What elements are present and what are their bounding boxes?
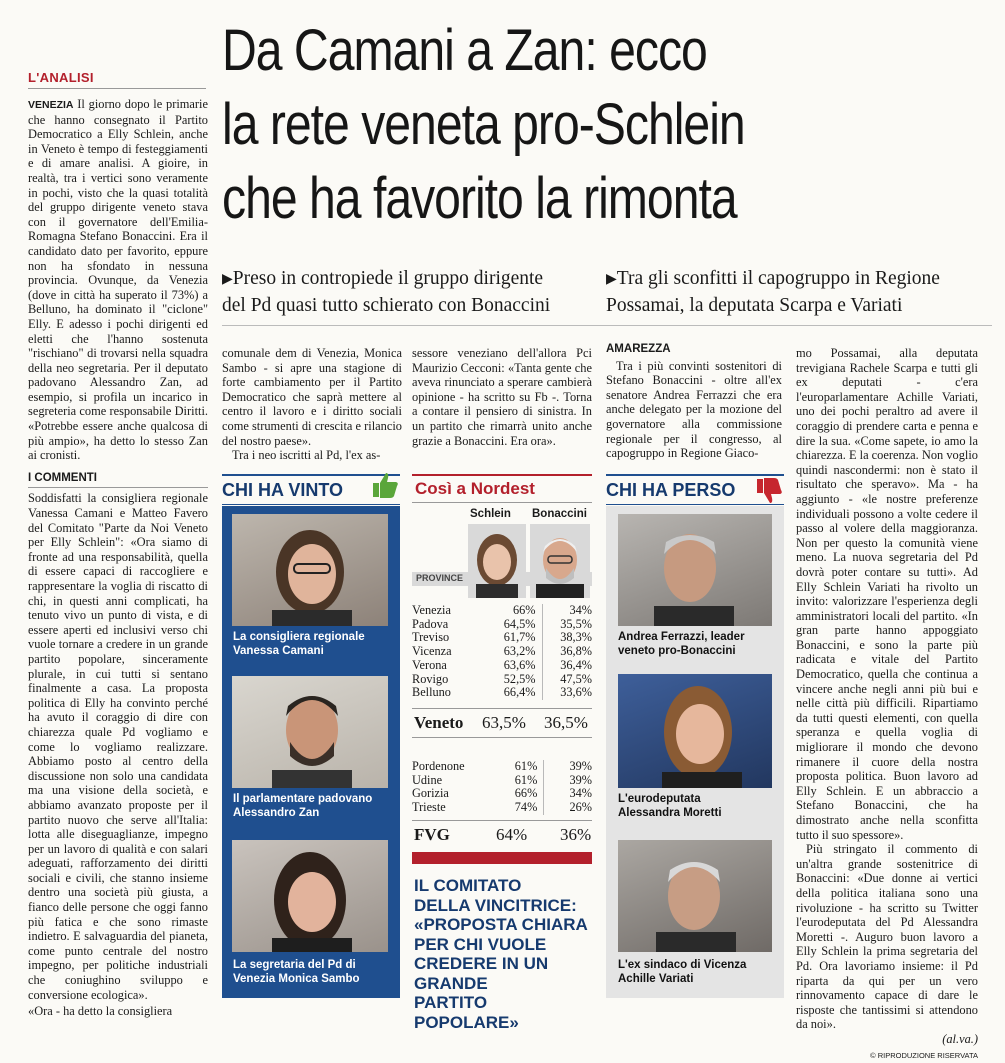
- article-column-1: [28, 97, 208, 1019]
- result-cell-b: 36,4%: [542, 659, 592, 673]
- photo-achille-variati: [618, 840, 772, 952]
- result-cell-a: 63,2%: [484, 645, 542, 659]
- photo-vanessa-camani: [232, 514, 388, 626]
- paragraph: Tra i più convinti sostenitori di Stefano Bonaccini - oltre all'ex senatore Andrea Ferrazzi che era anche delegato per la mozione del governatore alla commissione regionale per il congresso, al capogruppo in Regione Giaco-: [606, 359, 782, 461]
- paragraph: Tra i neo iscritti al Pd, l'ex as-: [222, 448, 402, 463]
- result-cell-b: 26%: [544, 801, 592, 815]
- headline-line-3: che ha favorito la rimonta: [222, 162, 861, 236]
- headline-line-1: Da Camani a Zan: ecco: [222, 14, 861, 88]
- caption-loser-1: Andrea Ferrazzi, leader veneto pro-Bonaccini: [618, 630, 778, 658]
- result-cell-a: 66,4%: [484, 686, 542, 700]
- result-cell-name: Venezia: [412, 604, 484, 618]
- column-4-subhead: AMAREZZA: [606, 342, 782, 357]
- veneto-total-name: Veneto: [414, 709, 463, 737]
- article-column-5: [796, 346, 978, 1063]
- results-fvg-block: [412, 760, 592, 815]
- result-cell-a: 61,7%: [484, 631, 542, 645]
- headline: [222, 14, 861, 236]
- result-cell-a: 52,5%: [484, 673, 542, 687]
- result-cell-name: Rovigo: [412, 673, 484, 687]
- photo-bonaccini: [530, 524, 590, 598]
- results-col-b-header: Bonaccini: [532, 508, 587, 520]
- result-cell-a: 66%: [484, 604, 542, 618]
- quote-line-1: IL COMITATO: [414, 876, 594, 896]
- result-cell-a: 64,5%: [484, 618, 542, 632]
- subhead-right-line-1: Tra gli sconfitti il capogruppo in Regione: [617, 268, 940, 289]
- result-cell-b: 34%: [542, 604, 592, 618]
- subhead-left-line-2: del Pd quasi tutto schierato con Bonaccini: [222, 293, 602, 319]
- result-cell-a: 66%: [487, 787, 543, 801]
- result-cell-b: 33,6%: [542, 686, 592, 700]
- subhead-right: [606, 266, 996, 319]
- result-row: [412, 760, 592, 774]
- fvg-total-name: FVG: [414, 821, 450, 849]
- province-label: PROVINCE: [416, 573, 463, 583]
- veneto-total-b: 36,5%: [544, 709, 588, 737]
- losers-title: CHI HA PERSO: [606, 480, 735, 500]
- fvg-total-row: [412, 820, 592, 849]
- result-cell-b: 39%: [544, 774, 592, 788]
- result-cell-name: Vicenza: [412, 645, 484, 659]
- result-cell-b: 47,5%: [542, 673, 592, 687]
- result-cell-a: 74%: [487, 801, 543, 815]
- veneto-total-row: [412, 708, 592, 738]
- result-row: [412, 801, 592, 815]
- result-cell-name: Belluno: [412, 686, 484, 700]
- paragraph: Più stringato il commento di un'altra grande sostenitrice di Bonaccini: «Due donne ai vertici della politica italiana sono una rivoluzione - ha scritto su Twitter l'eurodeputata del Pd Alessandra Moretti -. Auguro buon lavoro a Elly Schlein la prima segretaria del Pd. Ora lavoriamo insieme: il Pd riparta da qui per un vero rinnovamento capace di dare le risposte che tantissimi si attendono da noi».: [796, 842, 978, 1032]
- subhead-left: [222, 266, 602, 319]
- results-title: Così a Nordest: [412, 474, 592, 503]
- result-cell-b: 36,8%: [542, 645, 592, 659]
- result-cell-name: Padova: [412, 618, 484, 632]
- fvg-total-a: 64%: [496, 821, 527, 849]
- paragraph: mo Possamai, alla deputata trevigiana Rachele Scarpa e tutti gli ex deputati - c'era l'europarlamentare Achille Variati, uno dei pochi peraltro ad avere il coraggio di prendere carta e penna e dire la sua. «Come sapete, io amo la chiarezza. E la coerenza. Non voglio quindi nascondermi: non è stato il risultato che speravo». Ma - ha aggiunto - «le nostre preferenze individuali possono a volte cedere il passo al volere della maggioranza. Non per questo la comunità viene meno. La nuova segretaria del Pd dovrà poter contare su tutti». Ad Elly Schlein Variati ha rivolto un invito: valorizzare l'esperienza degli amministratori locali del partito. «In gran parte hanno appoggiato Bonaccini, e sono la parte più radicata e vitale del Partito Democratico, quella che continua a vincere anche negli anni più bui e nelle città più difficili. Ripartiamo da tutti questi elementi, con quella speranza e quella voglia di migliorare il mondo che devono rimanere il cuore della nostra proposta politica. Buon lavoro ad Elly Schlein. E un abbraccio a Stefano Bonaccini, che ha dimostrato anche nella sconfitta tutto il suo spessore».: [796, 346, 978, 842]
- results-red-bar: [412, 852, 592, 864]
- veneto-total-a: 63,5%: [482, 709, 526, 737]
- result-row: [412, 774, 592, 788]
- headline-line-2: la rete veneta pro-Schlein: [222, 88, 861, 162]
- quote-box: [414, 876, 594, 1032]
- result-cell-name: Pordenone: [412, 760, 487, 774]
- photo-andrea-ferrazzi: [618, 514, 772, 626]
- quote-line-4: PER CHI VUOLE: [414, 935, 594, 955]
- photo-monica-sambo: [232, 840, 388, 952]
- results-panel: [412, 474, 592, 503]
- dateline: VENEZIA: [28, 99, 74, 111]
- section-rule: [28, 88, 206, 89]
- thumbs-down-icon: [754, 476, 780, 502]
- caption-loser-3: L'ex sindaco di Vicenza Achille Variati: [618, 958, 778, 986]
- subhead-left-line-1: Preso in contropiede il gruppo dirigente: [233, 268, 543, 289]
- quote-line-6: PARTITO POPOLARE»: [414, 993, 594, 1032]
- result-cell-name: Verona: [412, 659, 484, 673]
- signature: (al.va.): [796, 1032, 978, 1047]
- paragraph: comunale dem di Venezia, Monica Sambo - si apre una stagione di forte cambiamento per il Partito Democratico che saprà mettere al centro il lavoro e i diritto sociali come strumenti di crescita e rilancio del nostro paese».: [222, 346, 402, 448]
- result-row: [412, 787, 592, 801]
- result-row: [412, 604, 592, 618]
- triangle-icon: ▶: [222, 272, 233, 287]
- result-cell-name: Treviso: [412, 631, 484, 645]
- results-col-a-header: Schlein: [470, 508, 511, 520]
- quote-line-2: DELLA VINCITRICE:: [414, 896, 594, 916]
- results-table-fvg: [412, 760, 592, 815]
- caption-winner-3: La segretaria del Pd di Venezia Monica Sambo: [233, 958, 393, 986]
- result-row: [412, 686, 592, 700]
- result-cell-a: 61%: [487, 760, 543, 774]
- result-cell-name: Trieste: [412, 801, 487, 815]
- result-cell-b: 39%: [544, 760, 592, 774]
- winners-title: CHI HA VINTO: [222, 480, 343, 500]
- subhead-right-line-2: Possamai, la deputata Scarpa e Variati: [606, 293, 996, 319]
- result-cell-name: Udine: [412, 774, 487, 788]
- photo-alessandra-moretti: [618, 674, 772, 788]
- result-cell-b: 35,5%: [542, 618, 592, 632]
- result-cell-b: 38,3%: [542, 631, 592, 645]
- section-label: L'ANALISI: [28, 70, 94, 85]
- subhead-rule: [222, 325, 992, 326]
- results-veneto-block: [412, 604, 592, 700]
- result-cell-a: 63,6%: [484, 659, 542, 673]
- result-cell-b: 34%: [544, 787, 592, 801]
- photo-alessandro-zan: [232, 676, 388, 788]
- column-1-subhead: I COMMENTI: [28, 471, 208, 489]
- results-table-veneto: [412, 604, 592, 700]
- caption-winner-2: Il parlamentare padovano Alessandro Zan: [233, 792, 393, 820]
- article-column-4: [606, 342, 782, 461]
- triangle-icon: ▶: [606, 272, 617, 287]
- caption-winner-1: La consigliera regionale Vanessa Camani: [233, 630, 393, 658]
- quote-line-3: «PROPOSTA CHIARA: [414, 915, 594, 935]
- article-column-2: [222, 346, 402, 463]
- result-row: [412, 631, 592, 645]
- paragraph: Soddisfatti la consigliera regionale Vanessa Camani e Matteo Favero del Comitato "Parte da Noi Veneto per Elly Schlein": «Ora siamo di fronte ad una responsabilità, quella di essere capaci di raccogliere e rappresentare la voglia di riscatto di chi, in questi anni complicati, ha tenuto vivo un punto di vista, e di essere aperti ed inclusivi verso chi vuole tornare a credere in un grande partito popolare, sinceramente plurale, in cui tutti si sentano finalmente a casa. La proposta politica di Elly ha convinto perché ha avuto il coraggio di dire con chiarezza quale Pd vogliamo e come lo vogliamo realizzare. Abbiamo posto al centro della discussione non solo una candidata ma una visione della società, e abbiamo avanzato proposte per il partito nuovo che serve all'Italia: lotta alle diseguaglianze, impegno per un lavoro di qualità e con salari adeguati, rafforzamento dei diritti sociali e civili, che stanno insieme dentro una società più giusta, a fianco delle persone che oggi fanno più fatica e che sono rimaste indietro. E salvaguardia del pianeta, come punto centrale del nostro impegno, per politiche industriali che coniughino sviluppo e conversione ecologica».: [28, 491, 208, 1002]
- result-cell-a: 61%: [487, 774, 543, 788]
- result-row: [412, 618, 592, 632]
- result-row: [412, 673, 592, 687]
- paragraph: VENEZIA Il giorno dopo le primarie che hanno consegnato il Partito Democratico a Elly Schlein, anche in Veneto è tempo di festeggiamenti e di amare analisi. A gioire, in realtà, tra i vertici sono veramente in pochi, visto che la quasi totalità del gruppo dirigente veneto stava con il governatore dell'Emilia-Romagna Stefano Bonaccini. Era il candidato dato per favorito, eppure non ha sfondato in nessuna provincia. Ovunque, da Venezia (dove in città ha superato il 73%) a Belluno, ha dominato il "ciclone" Elly. E adesso i pochi dirigenti ed eletti che l'hanno sostenuta "rischiano" di trovarsi nella squadra della neo segretaria. Per il deputato padovano Alessandro Zan, ad esempio, si profila un incarico in segreteria come responsabile Diritti. «Potrebbe essere anche qualcosa di più ampio», ha detto lo stesso Zan ai cronisti.: [28, 97, 208, 463]
- thumbs-up-icon: [370, 470, 396, 496]
- paragraph: sessore veneziano dell'allora Pci Maurizio Cecconi: «Tanta gente che aveva rinunciato a sperare cambierà opinione - ha scritto su Fb -. Torna a contare il pensiero di sinistra. In un partito che rimarrà unito anche grazie a Bonaccini. Era ora».: [412, 346, 592, 448]
- caption-loser-2: L'eurodeputata Alessandra Moretti: [618, 792, 778, 820]
- result-cell-name: Gorizia: [412, 787, 487, 801]
- result-row: [412, 645, 592, 659]
- photo-schlein: [468, 524, 526, 598]
- article-column-3: [412, 346, 592, 448]
- copyright: © RIPRODUZIONE RISERVATA: [796, 1049, 978, 1063]
- quote-line-5: CREDERE IN UN GRANDE: [414, 954, 594, 993]
- paragraph: «Ora - ha detto la consigliera: [28, 1004, 208, 1019]
- result-row: [412, 659, 592, 673]
- fvg-total-b: 36%: [560, 821, 591, 849]
